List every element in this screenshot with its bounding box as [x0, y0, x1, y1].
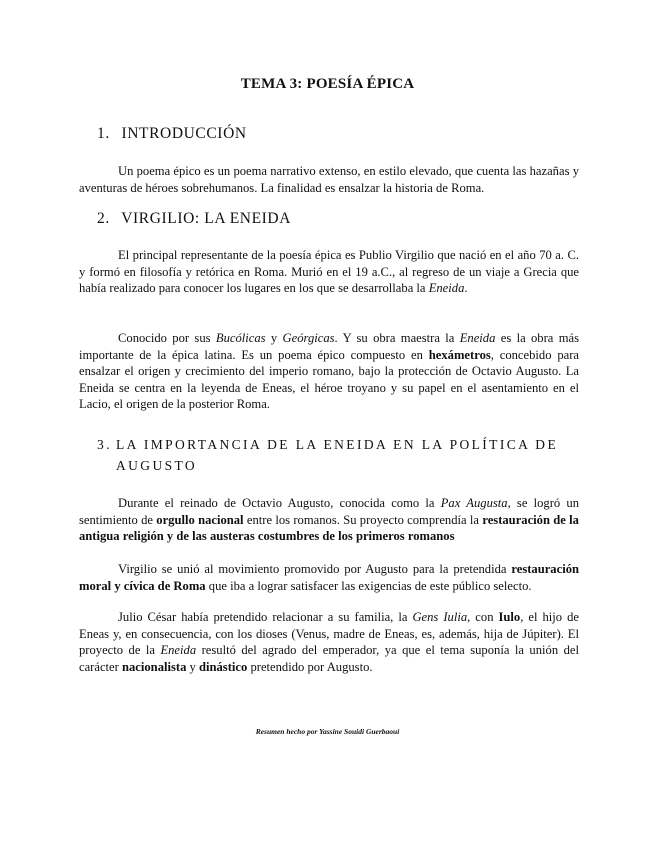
section-title: VIRGILIO: LA ENEIDA — [121, 210, 292, 227]
italic-term: Gens Iulia — [412, 610, 468, 624]
section-number: 3. — [97, 437, 112, 452]
bold-term: restauración de la antigua religión y de las austeras costumbres de los primeros romanos — [79, 512, 579, 544]
intro-paragraph — [79, 163, 579, 196]
bold-term: Iulo — [498, 610, 521, 624]
paragraph-text: El principal representante de la poesía épica es Publio Virgilio que nació en el año 70 a. C. y formó en filosofía y retórica en Roma. Murió en el 19 a.C., al regreso de un viaje a Grecia que había realizado para conocer los lugares en los que se desarrollaba la — [79, 248, 579, 296]
augusto-paragraph-3: Julio César había pretendido relacionar a su familia, la Gens Iulia, con Iulo, el hijo de Eneas y, en consecuencia, con los dioses (Venus, madre de Eneas, es, además, hija de Júpiter). El proyecto de la Eneida resultó del agrado del emperador, ya que el tema suponía la unión del carácter nacionalista y dinástico pretendido por Augusto. — [79, 610, 579, 674]
bold-term: dinástico — [199, 659, 248, 674]
section-title: INTRODUCCIÓN — [121, 125, 247, 142]
virgilio-paragraph-2: Conocido por sus Bucólicas y Geórgicas. Y su obra maestra la Eneida es la obra más importante de la épica latina. Es un poema épico compuesto en hexámetros, concebido para ensalzar el origen y crecimiento del imperio romano, bajo la protección de Octavio Augusto. La Eneida se centra en la leyenda de Eneas, el héroe troyano y su papel en el asentamiento en el Lacio, el origen de la posterior Roma. — [79, 331, 580, 412]
page-title: TEMA 3: POESÍA ÉPICA — [240, 76, 415, 92]
section-number: 1. — [97, 125, 110, 142]
italic-term: Eneida — [160, 643, 197, 658]
italic-term: Eneida — [459, 331, 496, 345]
section-heading-virgilio — [97, 210, 291, 228]
italic-term: Geórgicas — [282, 331, 335, 345]
section-title: LA IMPORTANCIA DE LA ENEIDA EN LA POLÍTICA DE AUGUSTO — [116, 437, 559, 473]
augusto-paragraph-2: Virgilio se unió al movimiento promovido por Augusto para la pretendida restauración moral y cívica de Roma que iba a lograr satisfacer las exigencias de este público selecto. — [79, 562, 579, 593]
bold-term: orgullo nacional — [156, 512, 244, 527]
intro-text: Un poema épico es un poema narrativo extenso, en estilo elevado, que cuenta las hazañas y aventuras de héroes sobrehumanos. La finalidad es ensalzar la historia de Roma. — [79, 164, 579, 195]
augusto-paragraph-1: Durante el reinado de Octavio Augusto, conocida como la Pax Augusta, se logró un sentimiento de orgullo nacional entre los romanos. Su proyecto comprendía la restauración de la antigua religión y de las austeras costumbres de los primeros romanos — [79, 496, 580, 544]
section-heading-introduccion — [97, 125, 247, 143]
bold-term: restauración moral y cívica de Roma — [79, 562, 579, 593]
section-number: 2. — [97, 210, 110, 227]
bold-term: hexámetros — [428, 347, 491, 362]
author-footer: Resumen hecho por Yassine Souidi Guerbaoui — [255, 727, 400, 736]
italic-term: Pax Augusta — [440, 496, 508, 510]
italic-term: Bucólicas — [215, 331, 266, 345]
bold-term: nacionalista — [122, 659, 187, 674]
italic-term: Eneida — [428, 281, 465, 296]
section-heading-augusto — [97, 434, 597, 476]
virgilio-paragraph-1: El principal representante de la poesía épica es Publio Virgilio que nació en el año 70 a. C. y formó en filosofía y retórica en Roma. Murió en el 19 a.C., al regreso de un viaje a Grecia que había realizado para conocer los lugares en los que se desarrollaba la Eneida. — [79, 248, 579, 296]
